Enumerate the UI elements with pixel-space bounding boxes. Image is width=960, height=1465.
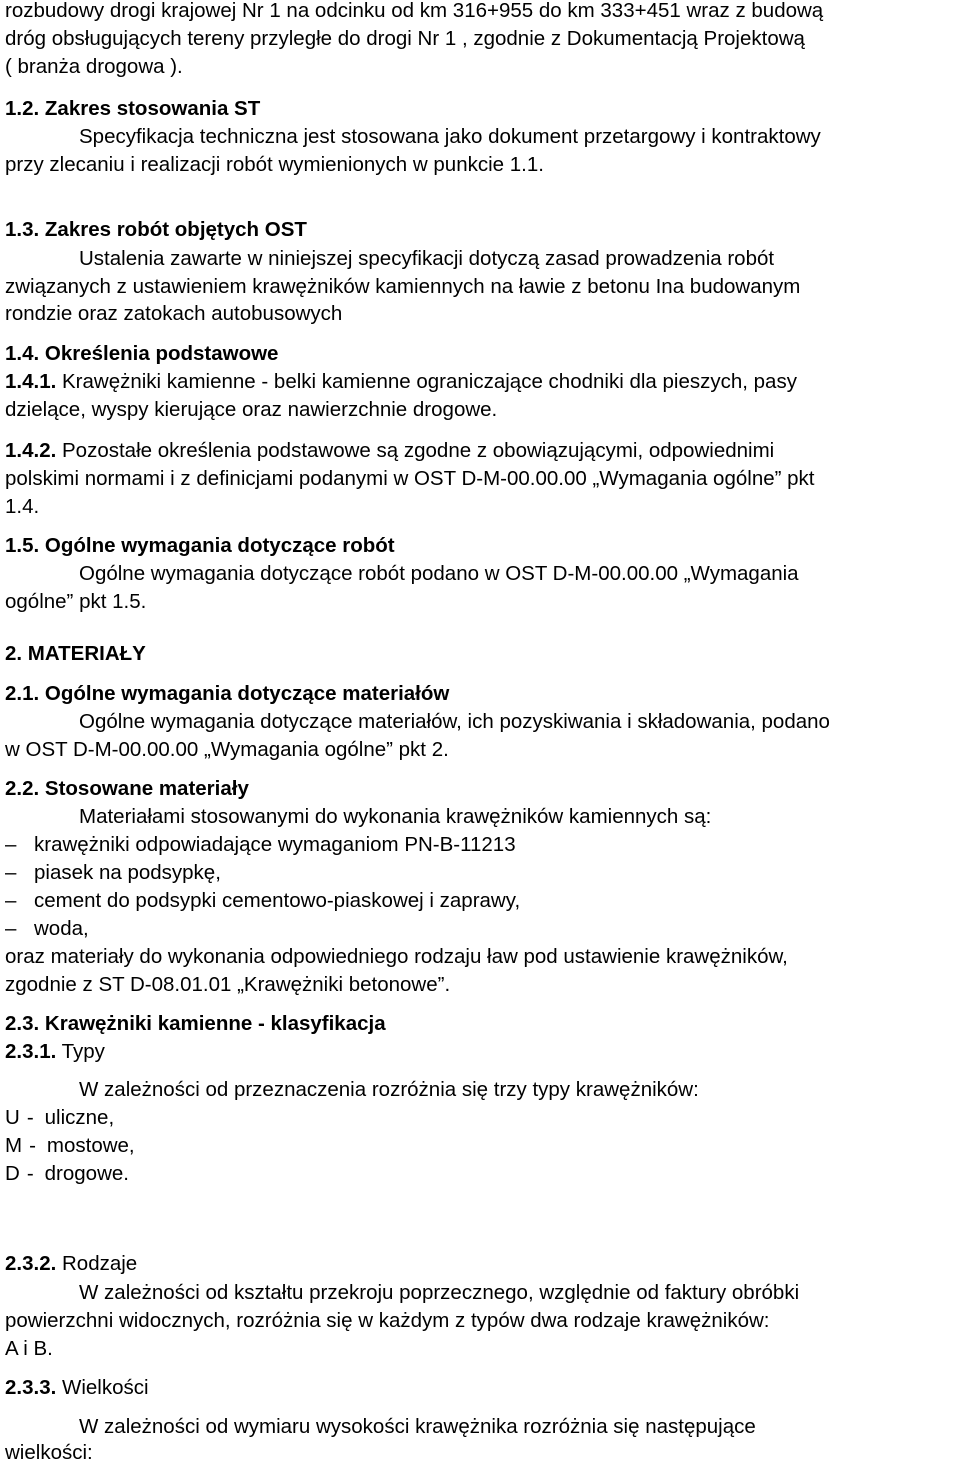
chapter-2-heading: 2. MATERIAŁY xyxy=(5,642,146,665)
section-number: 2.1. xyxy=(5,682,40,705)
paragraph-number: 1.4.1. xyxy=(5,370,57,393)
section-title: Ogólne wymagania dotyczące robót xyxy=(44,534,395,557)
paragraph-2-3-2-line-3: A i B. xyxy=(5,1337,53,1360)
section-2-1-line-2: w OST D-M-00.00.00 „Wymagania ogólne” pkt 2. xyxy=(5,738,449,761)
list-item: woda, xyxy=(34,917,89,940)
section-1-2-line-1: Specyfikacja techniczna jest stosowana jako dokument przetargowy i kontraktowy xyxy=(79,125,821,148)
paragraph-1-4-2-line-2: polskimi normami i z definicjami podanymi w OST D-M-00.00.00 „Wymagania ogólne” pkt xyxy=(5,467,815,490)
section-title: Zakres stosowania ST xyxy=(44,97,261,120)
paragraph-1-4-1-line-2: dzielące, wyspy kierujące oraz nawierzchnie drogowe. xyxy=(5,398,498,421)
paragraph-2-3-2-line-1: W zależności od kształtu przekroju poprzecznego, względnie od faktury obróbki xyxy=(79,1281,800,1304)
paragraph-2-3-3-heading xyxy=(5,1378,149,1399)
section-number: 2.2. xyxy=(5,777,40,800)
section-1-5-line-2: ogólne” pkt 1.5. xyxy=(5,590,147,613)
section-2-2-outro-line-2: zgodnie z ST D-08.01.01 „Krawężniki betonowe”. xyxy=(5,973,451,996)
type-label: mostowe, xyxy=(46,1134,135,1157)
paragraph-number: 2.3.1. xyxy=(5,1040,57,1063)
section-title: Określenia podstawowe xyxy=(44,342,279,365)
section-title: Krawężniki kamienne - klasyfikacja xyxy=(44,1012,386,1035)
paragraph-title: Wielkości xyxy=(62,1376,149,1399)
list-item: piasek na podsypkę, xyxy=(34,861,221,884)
section-1-3-heading xyxy=(5,220,307,241)
paragraph-number: 2.3.3. xyxy=(5,1376,57,1399)
section-1-2-line-2: przy zlecaniu i realizacji robót wymienionych w punkcie 1.1. xyxy=(5,153,544,176)
section-2-2-intro: Materiałami stosowanymi do wykonania krawężników kamiennych są: xyxy=(79,805,712,828)
section-2-1-line-1: Ogólne wymagania dotyczące materiałów, ich pozyskiwania i składowania, podano xyxy=(79,710,830,733)
type-item xyxy=(5,1136,135,1157)
type-label: uliczne, xyxy=(44,1106,115,1129)
paragraph-1-4-2-line-3: 1.4. xyxy=(5,495,40,518)
section-title: Ogólne wymagania dotyczące materiałów xyxy=(44,682,450,705)
paragraph-2-3-1-heading xyxy=(5,1042,105,1063)
type-label: drogowe. xyxy=(44,1162,129,1185)
section-1-4-heading xyxy=(5,344,278,365)
section-number: 1.3. xyxy=(5,218,40,241)
list-dash: – xyxy=(5,917,17,940)
intro-line-2: dróg obsługujących tereny przyległe do drogi Nr 1 , zgodnie z Dokumentacją Projektową xyxy=(5,27,805,50)
section-title: Stosowane materiały xyxy=(44,777,249,800)
type-item xyxy=(5,1108,114,1129)
type-code: U xyxy=(5,1106,20,1129)
section-1-3-line-3: rondzie oraz zatokach autobusowych xyxy=(5,302,343,325)
section-1-5-line-1: Ogólne wymagania dotyczące robót podano w OST D-M-00.00.00 „Wymagania xyxy=(79,562,799,585)
type-separator: - xyxy=(29,1134,36,1157)
type-separator: - xyxy=(26,1106,34,1129)
section-title: Zakres robót objętych OST xyxy=(44,218,307,241)
type-code: D xyxy=(5,1162,20,1185)
section-1-3-line-2: związanych z ustawieniem krawężników kamiennych na ławie z betonu Ina budowanym xyxy=(5,275,801,298)
section-2-2-outro-line-1: oraz materiały do wykonania odpowiedniego rodzaju ław pod ustawienie krawężników, xyxy=(5,945,788,968)
section-2-3-heading xyxy=(5,1014,386,1035)
paragraph-number: 2.3.2. xyxy=(5,1252,57,1275)
type-code: M xyxy=(5,1134,23,1157)
paragraph-1-4-1-line-1: 1.4.1. Krawężniki kamienne - belki kamienne ograniczające chodniki dla pieszych, pasy xyxy=(5,370,797,393)
paragraph-2-3-1-intro: W zależności od przeznaczenia rozróżnia się trzy typy krawężników: xyxy=(79,1078,699,1101)
type-item xyxy=(5,1164,129,1185)
section-1-5-heading xyxy=(5,536,395,557)
section-2-1-heading xyxy=(5,684,449,705)
list-item: cement do podsypki cementowo-piaskowej i zaprawy, xyxy=(34,889,521,912)
type-separator: - xyxy=(26,1162,34,1185)
list-dash: – xyxy=(5,833,17,856)
section-number: 1.4. xyxy=(5,342,40,365)
paragraph-2-3-3-line-2: wielkości: xyxy=(5,1441,93,1464)
section-2-2-heading xyxy=(5,779,249,800)
paragraph-2-3-3-line-1: W zależności od wymiaru wysokości krawężnika rozróżnia się następujące xyxy=(79,1415,756,1438)
paragraph-title: Rodzaje xyxy=(62,1252,138,1275)
list-item: krawężniki odpowiadające wymaganiom PN-B-11213 xyxy=(34,833,516,856)
list-dash: – xyxy=(5,889,17,912)
paragraph-title: Typy xyxy=(61,1040,105,1063)
section-1-3-line-1: Ustalenia zawarte w niniejszej specyfikacji dotyczą zasad prowadzenia robót xyxy=(79,247,775,270)
paragraph-1-4-2-line-1: 1.4.2. Pozostałe określenia podstawowe są zgodne z obowiązującymi, odpowiednimi xyxy=(5,439,775,462)
paragraph-2-3-2-heading xyxy=(5,1254,137,1275)
intro-line-1: rozbudowy drogi krajowej Nr 1 na odcinku od km 316+955 do km 333+451 wraz z budową xyxy=(5,0,824,22)
section-number: 2.3. xyxy=(5,1012,40,1035)
paragraph-number: 1.4.2. xyxy=(5,439,57,462)
section-number: 1.5. xyxy=(5,534,40,557)
paragraph-2-3-2-line-2: powierzchni widocznych, rozróżnia się w każdym z typów dwa rodzaje krawężników: xyxy=(5,1309,770,1332)
section-number: 1.2. xyxy=(5,97,40,120)
section-1-2-heading xyxy=(5,99,260,120)
list-dash: – xyxy=(5,861,17,884)
intro-line-3: ( branża drogowa ). xyxy=(5,55,183,78)
